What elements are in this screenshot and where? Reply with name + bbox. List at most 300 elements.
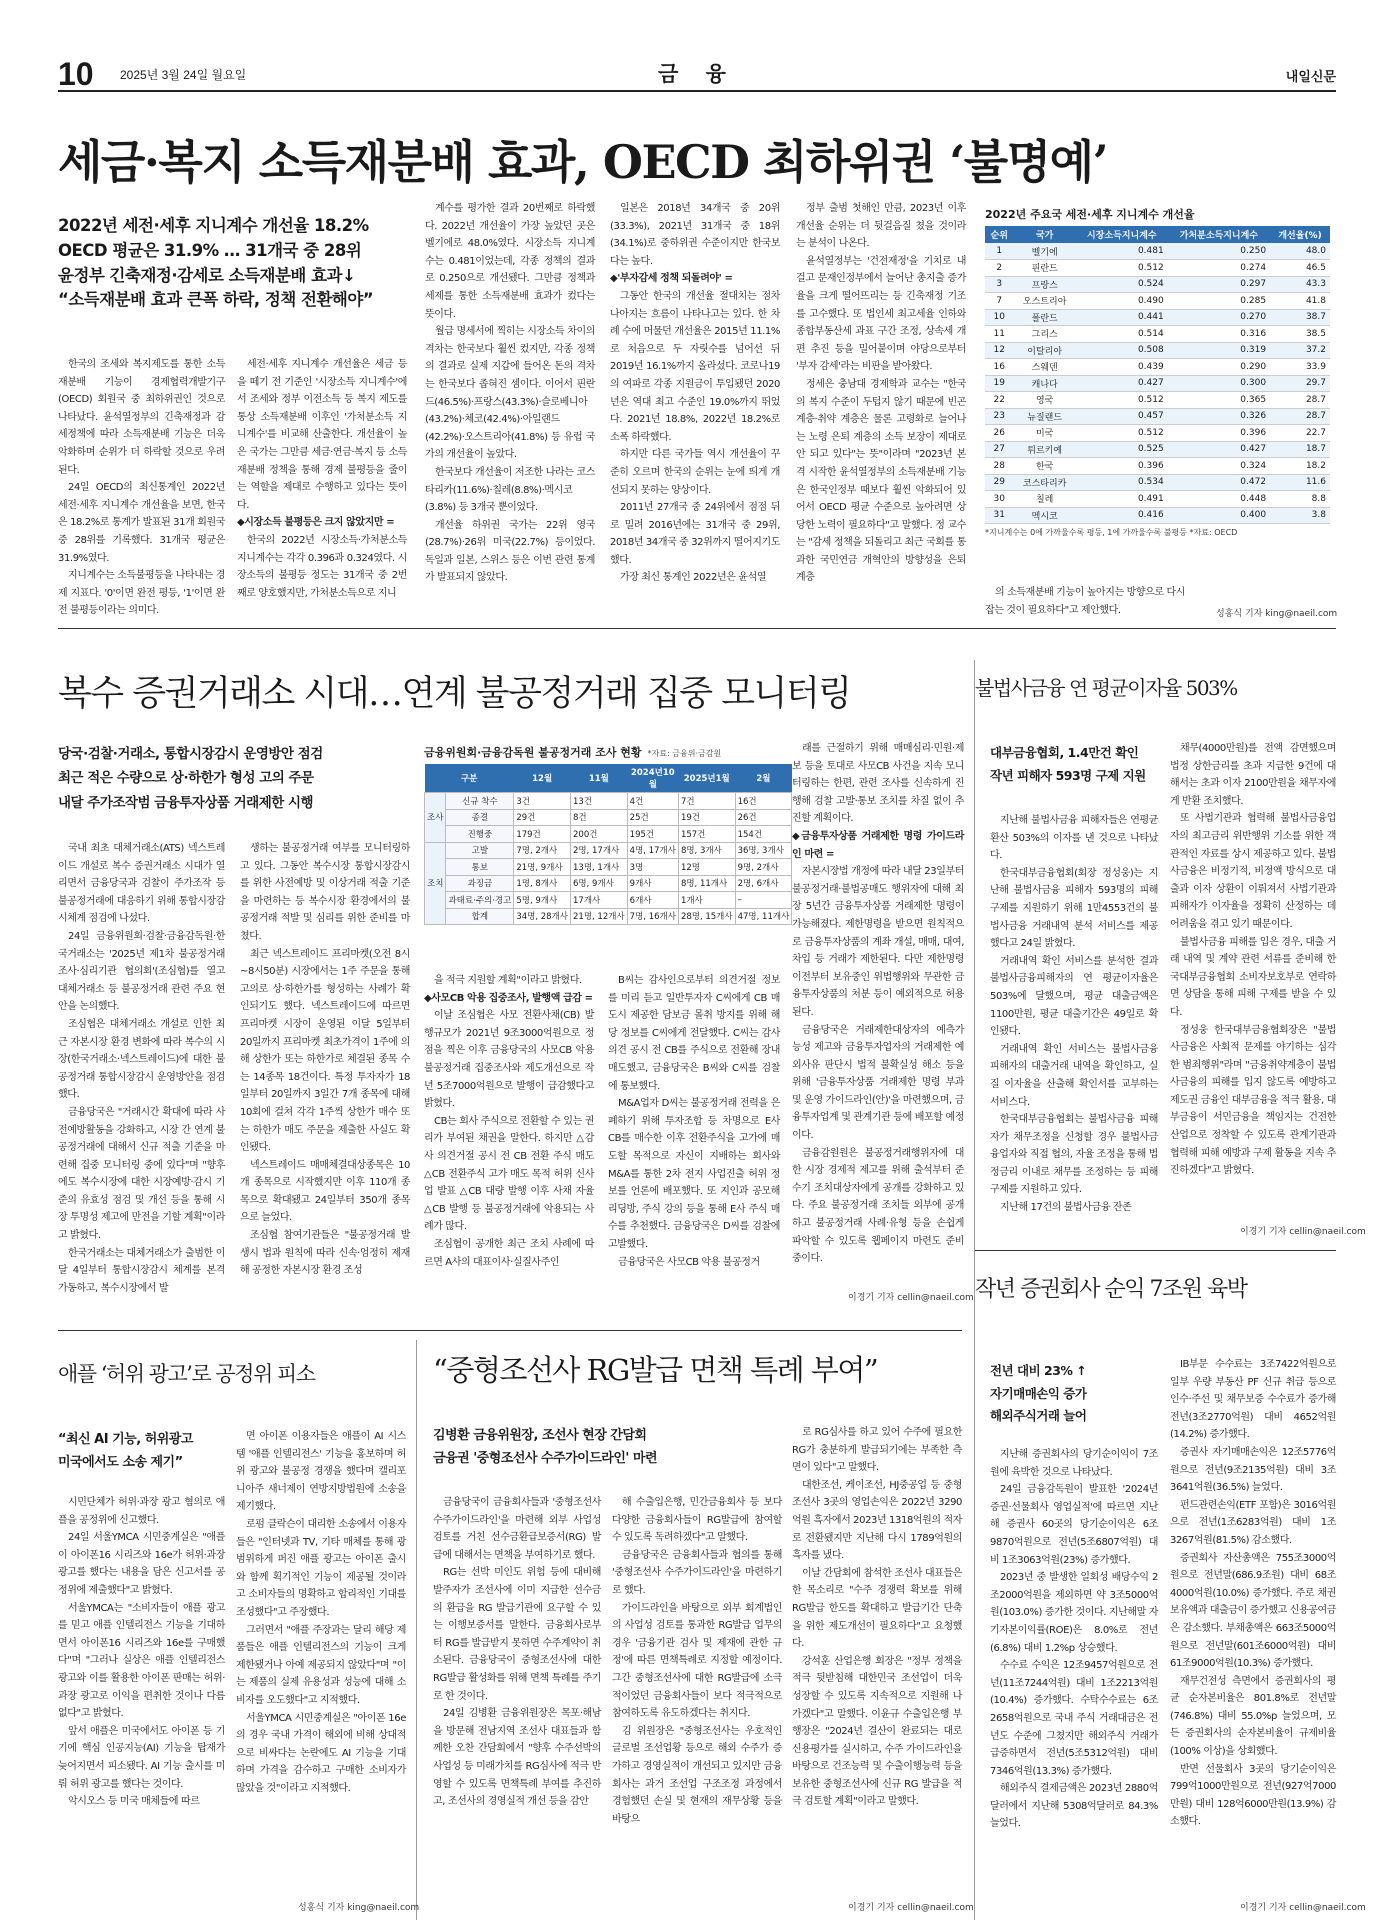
table-cell: 0.534: [1076, 474, 1168, 491]
paragraph: 24일 OECD의 최신통계인 2022년 세전·세후 지니계수 개선율을 보면, 한국은 18.2%로 통계가 발표된 31개 회원국 중 28위를 기록했다. 31개국 평균은 31.9%였다.: [58, 482, 225, 564]
subhead: 내달 주가조작범 금융투자상품 거래제한 시행: [58, 794, 314, 811]
table-row: [425, 892, 792, 909]
table-row: [985, 392, 1330, 409]
table-cell: 38.7: [1270, 309, 1330, 326]
table-cell: 195건: [627, 826, 678, 843]
article3-headline: 불법사금융 연 평균이자율 503%: [975, 676, 1237, 700]
paragraph: 서울YMCA 시민중계실은 "아이폰 16e의 경우 국내 가격이 해외에 비해 상대적으로 비싸다는 논란에도 AI 기능을 기대하며 가격을 감수하고 구매한 소비자가 많았을 것"이라고 지적했다.: [236, 1712, 406, 1794]
paragraph: 24일 서울YMCA 시민중계실은 "애플이 아이폰16 시리즈와 16e가 허위·과장 광고를 했다는 내용을 담은 신고서를 공정위에 제출했다"고 밝혔다.: [58, 1532, 225, 1596]
paragraph: 정성웅 한국대부금융협회장은 "불법사금융은 사회적 문제를 야기하는 심각한 범죄행위"라며 "금융취약계층이 불법사금융의 피해를 입지 않도록 예방하고 제도권 금융인 대부금융을 적극 활용, 대부금융이 서민금융을 책임지는 건전한 산업으로 정착할 수 있도록 관계기관과 협력해 피해 예방과 구제 활동을 지속 추진하겠다"고 밝혔다.: [1170, 1024, 1336, 1177]
column-header: 가처분소득지니계수: [1168, 226, 1270, 243]
article1-column-1: [58, 356, 225, 618]
paragraph: 그러면서 "애플 주장과는 달리 해당 제품들은 애플 인텔리전스의 기능이 크게 제한됐거나 아예 제공되지 않았다"며 "이는 제품의 실제 유용성과 성능에 대해 소비자를 오도했다"고 지적했다.: [236, 1624, 406, 1706]
subhead: 대부금융협회, 1.4만건 확인: [990, 745, 1139, 760]
table-cell: 벨기에: [1013, 243, 1076, 260]
probe-table-title: [424, 744, 780, 760]
page-number: 10: [58, 56, 94, 92]
table-row: [425, 908, 792, 925]
probe-table-body: [425, 793, 792, 925]
paragraph: 24일 김병환 금융위원장은 목포·해남을 방문해 전남지역 조선사 대표들과 함께한 오찬 간담회에서 "향후 수주선박의 사업성 등 미래가치를 RG심사에 적극 반영할 수 있도록 면책특례 부여를 추진하고, 조선사의 경영실적 개선 등을 감안: [433, 1708, 601, 1808]
divider: [58, 628, 1336, 629]
table-cell: 10: [985, 309, 1013, 326]
table-cell: 0.300: [1168, 375, 1270, 392]
table-cell: 27: [985, 441, 1013, 458]
paragraph: 앞서 애플은 미국에서도 아이폰 등 기기에 핵심 인공지능(AI) 기능을 탑재가 늦어지면서 피소됐다. AI 기능 출시를 미뤄 허위 광고를 했다는 것이다.: [58, 1725, 225, 1790]
divider: [58, 1330, 962, 1331]
article4-column-1: [990, 1446, 1158, 1902]
table-cell: 3건: [514, 793, 571, 810]
paragraph: 지난해 증권회사의 당기순이익이 7조원에 육박한 것으로 나타났다.: [990, 1449, 1158, 1478]
gini-table-note: *지니계수는 0에 가까울수록 평등, 1에 가까울수록 불평등 *자료: OECD: [985, 528, 1238, 537]
article2-subheads: [58, 742, 428, 815]
article4-subheads: [990, 1360, 1160, 1428]
subhead: 전년 대비 23% ↑: [990, 1363, 1087, 1378]
table-cell: 18.7: [1270, 441, 1330, 458]
table-cell: –: [735, 892, 792, 909]
table-cell: 7: [985, 293, 1013, 310]
table-row: [985, 507, 1330, 524]
table-cell: 22.7: [1270, 425, 1330, 442]
masthead: [58, 56, 1336, 92]
newspaper-name: 내일신문: [1285, 70, 1336, 85]
table-row-label: 종결: [446, 809, 514, 826]
table-cell: 1개사: [678, 892, 735, 909]
table-cell: 28.7: [1270, 408, 1330, 425]
paragraph: 24일 금융위원회·검찰·금융감독원·한국거래소는 '2025년 제1차 불공정거래 조사·심리기관 협의회'(조심협)를 열고 대체거래소 등 불공정거래 관련 주요 현안을 논의했다.: [58, 930, 225, 1013]
column-header: 시장소득지니계수: [1076, 226, 1168, 243]
table-cell: 폴란드: [1013, 309, 1076, 326]
article3-column-2: [1170, 740, 1336, 1222]
paragraph: 세전·세후 지니계수 개선율은 세금 등을 떼기 전 기준인 '시장소득 지니계수'에서 조세와 정부 이전소득 등 복지 제도를 통상 소득재분배 이후인 '가처분소득 지니계수'를 비교해 산출한다. 개선율이 높은 국가는 그만큼 세금·연금·복지 등 소득 재분배 정책을 통해 경제 불평등을 줄이는 역할을 제대로 수행하고 있다는 뜻이다.: [237, 359, 407, 511]
paragraph: 2011년 27개국 중 24위에서 점점 뒤로 밀려 2016년에는 31개국 중 29위, 2018년 34개국 중 32위까지 떨어지기도 했다.: [610, 502, 780, 566]
table-cell: 3: [985, 276, 1013, 293]
table-cell: 0.285: [1168, 293, 1270, 310]
paragraph: 조심협이 공개한 최근 조치 사례에 따르면 A사의 대표이사·실질사주인: [424, 1238, 594, 1268]
paragraph: 서울YMCA는 "소비자들이 애플 광고를 믿고 애플 인텔리전스 기능을 기대하면서 아이폰16 시리즈와 16e를 구매했다"며 "그러나 실상은 애플 인텔리전스 광고와 이를 활용한 아이폰 판매는 허위·과장 광고로 이익을 편취한 것이나 다름없다"고 밝혔다.: [58, 1602, 225, 1720]
table-cell: 21명, 12개사: [571, 908, 628, 925]
table-cell: 0.427: [1168, 441, 1270, 458]
table-cell: 0.396: [1076, 458, 1168, 475]
table-cell: 157건: [678, 826, 735, 843]
paragraph: 악시오스 등 미국 매체들에 따르: [68, 1796, 200, 1808]
table-cell: 0.396: [1168, 425, 1270, 442]
table-cell: 0.416: [1076, 507, 1168, 524]
subhead: 최근 적은 수량으로 상·하한가 형성 고의 주문: [58, 770, 314, 787]
column-header: 구분: [425, 764, 514, 793]
paragraph: 하지만 다른 국가들 역시 개선율이 꾸준히 오르며 한국의 순위는 눈에 띄게 개선되지 못하는 양상이다.: [610, 449, 780, 496]
subhead: 자기매매손익 증가: [990, 1385, 1087, 1401]
subhead: “최신 AI 기능, 허위광고: [58, 1432, 193, 1447]
table-cell: 8.8: [1270, 491, 1330, 508]
probe-table-source: *자료: 금융위·금감원: [647, 749, 722, 758]
paragraph: 래를 근절하기 위해 매매심리·민원·제보 등을 토대로 사모CB 사건을 지속 모니터링하는 한편, 관련 조사를 신속하게 진행해 검찰 고발·통보 조치를 차질 없이 추진할 계획이다.: [792, 743, 964, 825]
paragraph: 한국대부금융협회(회장 정성웅)는 지난해 불법사금융 피해자 593명의 피해 구제를 지원하기 위해 1만4553건의 불법사금융 거래내역 분석 서비스를 제공했다고 24일 밝혔다.: [990, 867, 1158, 950]
table-cell: 13건: [571, 793, 628, 810]
table-cell: 19: [985, 375, 1013, 392]
paragraph: 최근 넥스트레이드 프리마켓(오전 8시~8시50분) 시장에서는 1주 주문을 통해 고의로 상·하한가를 형성하는 사례가 확인되기도 했다. 넥스트레이드에 따르면 프리마켓 시장이 운영된 이달 5일부터 20일까지 프리마켓 최초가격이 1주에 의해 상한가 또는 하한가로 체결된 종목 수는 14종목 18건이다. 특정 투자자가 18일부터 20일까지 3일간 7개 종목에 대해 10회에 걸쳐 각각 1주씩 상한가 매수 또는 하한가 매도 주문을 제출한 사실도 확인됐다.: [240, 948, 410, 1154]
table-cell: 23: [985, 408, 1013, 425]
table-cell: 0.316: [1168, 326, 1270, 343]
table-row: [985, 326, 1330, 343]
table-cell: 1: [985, 243, 1013, 260]
paragraph: 펀드관련손익(ETF 포함)은 3016억원으로 전년(1조6283억원) 대비 1조3267억원(81.5%) 감소했다.: [1170, 1499, 1336, 1546]
gini-table-box: [985, 206, 1330, 576]
table-cell: 8건: [571, 809, 628, 826]
table-row-label: 과징금: [446, 875, 514, 892]
paragraph: 강석훈 산업은행 회장은 "정부 정책을 적극 뒷받침해 대한민국 조선업이 더욱 성장할 수 있도록 지속적으로 지원해 나가겠다"고 말했다. 이윤규 수출입은행 부행장은 "2024년 결산이 완료되는 대로 신용평가를 실시하고, 수주 가이드라인을 바탕으로 건조능력 및 수출이행능력 등을 보유한 중형조선사에 신규 RG 발급을 적극 검토할 계획"이라고 말했다.: [792, 1655, 962, 1808]
column-header: 12월: [514, 764, 571, 793]
article5-headline: 애플 ‘허위 광고’로 공정위 피소: [58, 1362, 315, 1386]
article2-column-2: [240, 840, 410, 1288]
table-cell: 뉴질랜드: [1013, 408, 1076, 425]
probe-table-box: [424, 744, 790, 954]
paragraph: 이날 간담회에 참석한 조선사 대표들은 한 목소리로 "수주 경쟁력 확보를 위해 RG발급 한도를 확대하고 발급기간 단축을 위한 제도개선이 필요하다"고 요청했다.: [792, 1567, 962, 1650]
table-row: [425, 793, 792, 810]
table-cell: 3명: [627, 859, 678, 876]
article5-byline: 성홍식 기자 king@naeil.com: [298, 1903, 420, 1913]
paragraph: M&A업자 D씨는 불공정거래 전력을 은폐하기 위해 투자조합 등 차명으로 E사 CB를 매수한 이후 전환주식을 고가에 매도할 목적으로 자신이 지배하는 회사와 M&A를 통한 2차 전지 사업진출 허위 정보를 언론에 배포했다. 또 지인과 공모해 리딩방, 주식 강의 등을 통해 E사 주식 매수를 추천했다. 금융당국은 D씨를 검찰에 고발했다.: [608, 1098, 780, 1250]
table-cell: 0.512: [1076, 425, 1168, 442]
table-cell: 12: [985, 342, 1013, 359]
table-row: [425, 842, 792, 859]
table-cell: 21명, 9개사: [514, 859, 571, 876]
table-cell: 0.270: [1168, 309, 1270, 326]
table-row: [985, 293, 1330, 310]
paragraph: 금융당국이 금융회사들과 '중형조선사 수주가이드라인'을 마련해 외부 사업성 검토를 거친 선수금환급보증서(RG) 발급에 대해서는 면책을 부여하기로 했다.: [433, 1497, 601, 1561]
table-cell: 7명, 16개사: [627, 908, 678, 925]
subhead: 미국에서도 소송 제기”: [58, 1455, 183, 1471]
paragraph: 금융당국은 "거래시간 확대에 따라 사전예방활동을 강화하고, 시장 간 연계 불공정거래에 대해서 신규 적출 기준을 마련해 집중 모니터링 중에 있다"며 "향후에도 복수시장에 대한 시장예방·감시 기준의 유효성 점검 및 개선 등을 통해 시장 투명성 제고에 만전을 기할 계획"이라고 밝혔다.: [58, 1106, 225, 1242]
article2-column-3: [424, 972, 594, 1288]
section-subhead: ◆시장소득 불평등은 크지 않았지만 =: [237, 517, 395, 529]
column-header: 11월: [571, 764, 628, 793]
paragraph: RG는 선박 미인도 위험 등에 대비해 발주자가 조선사에 이미 지급한 선수금의 환급을 RG 발급기관에 요구할 수 있는 이행보증서를 말한다. 금융회사로부터 RG를 발급받지 못하면 수주계약이 취소된다. 금융당국이 중형조선사에 대한 RG발급 활성화를 위해 면책 특례를 주기로 한 것이다.: [433, 1567, 601, 1702]
article2-headline: 복수 증권거래소 시대…연계 불공정거래 집중 모니터링: [58, 674, 851, 714]
table-cell: 6개사: [627, 892, 678, 909]
table-cell: 스웨덴: [1013, 359, 1076, 376]
table-cell: 칠레: [1013, 491, 1076, 508]
article2-column-1: [58, 840, 225, 1294]
paragraph: 윤석열정부는 '건전재정'을 기치로 내걸고 문재인정부에서 늘어난 총지출 증가율을 크게 떨어뜨리는 등 긴축재정 기조를 고수했다. 또 법인세 최고세율 인하와 종합부동산세 과표 구간 조정, 상속세 개편 추진 등을 밀어붙이며 야당으로부터 '부자 감세'라는 비판을 받아왔다.: [796, 255, 966, 373]
paragraph: 한국거래소는 대체거래소가 출범한 이달 4일부터 통합시장감시 체계를 본격 가동하고, 복수시장에서 발: [58, 1247, 225, 1294]
table-cell: 이탈리아: [1013, 342, 1076, 359]
table-group-label: 조치: [425, 842, 446, 925]
table-cell: 0.319: [1168, 342, 1270, 359]
paragraph: 증권회사 자산총액은 755조3000억원으로 전년말(686.9조원) 대비 68조4000억원(10.0%) 증가했다. 주로 채권 보유액과 대출금이 증가했고 신용공여금은 감소했다. 부채총액은 663조5000억원으로 전년말(601조6000억원) 대비 61조9000억원(10.3%) 증가했다.: [1170, 1552, 1336, 1670]
table-row-label: 진행중: [446, 826, 514, 843]
article3-subheads: [990, 742, 1170, 787]
table-cell: 1명, 8개사: [514, 875, 571, 892]
article1-tail: [985, 584, 1185, 620]
table-cell: 프랑스: [1013, 276, 1076, 293]
paragraph: 반면 선물회사 3곳의 당기순이익은 799억1000만원으로 전년(927억7000만원) 대비 128억6000만원(13.9%) 감소했다.: [1170, 1763, 1336, 1828]
paragraph: 가장 최신 통계인 2022년은 윤석열: [620, 572, 767, 584]
table-row: [985, 441, 1330, 458]
table-cell: 0.512: [1076, 260, 1168, 277]
table-cell: 5명, 9개사: [514, 892, 571, 909]
article4-column-2: [1170, 1356, 1336, 1896]
article3-column-1: [990, 812, 1158, 1232]
article5-column-2: [236, 1428, 406, 1894]
article1-column-5: [796, 200, 966, 618]
paragraph: 일본은 2018년 34개국 중 20위(33.3%), 2021년 31개국 중 18위(34.1%)로 중하위권 수준이지만 한국보다는 높다.: [610, 203, 780, 267]
table-cell: 0.250: [1168, 243, 1270, 260]
table-cell: 38.5: [1270, 326, 1330, 343]
table-cell: 2: [985, 260, 1013, 277]
paragraph: 의 소득재분배 기능이 높아지는 방향으로 다시 잡는 것이 필요하다"고 제안했다.: [985, 587, 1185, 616]
table-cell: 0.297: [1168, 276, 1270, 293]
table-cell: 17개사: [571, 892, 628, 909]
table-cell: 0.457: [1076, 408, 1168, 425]
table-row-label: 고발: [446, 842, 514, 859]
table-cell: 튀르키예: [1013, 441, 1076, 458]
table-cell: 18.2: [1270, 458, 1330, 475]
article5-subheads: [58, 1428, 228, 1475]
table-cell: 36명, 3개사: [735, 842, 792, 859]
table-row: [985, 474, 1330, 491]
paragraph: 금융당국은 거래제한대상자의 예측가능성 제고와 금융투자업자의 거래제한 예외사유 판단시 법적 불확실성 해소 등을 위해 '금융투자상품 거래제한 명령 부과 및 운영 가이드라인(안)'을 마련했으며, 금융투자업계 및 관계기관 등에 배포할 예정이다.: [792, 1024, 964, 1142]
subhead: 김병환 금융위원장, 조선사 현장 간담회: [433, 1428, 647, 1443]
table-cell: 0.365: [1168, 392, 1270, 409]
subhead: 금융권 '중형조선사 수주가이드라인' 마련: [433, 1451, 658, 1467]
probe-table-title-text: 금융위원회·금융감독원 불공정거래 조사 현황: [424, 746, 642, 759]
paragraph: 금융당국은 금융회사들과 협의를 통해 '중형조선사 수주가이드라인'을 마련하기로 했다.: [612, 1549, 782, 1596]
table-row-label: 과태료·주의·경고: [446, 892, 514, 909]
table-cell: 12명: [678, 859, 735, 876]
probe-table: [424, 764, 792, 925]
paragraph: 그동안 한국의 개선율 절대치는 점차 나아지는 흐름이 나타나고는 있다. 한 차례 수에 머물던 개선율은 2015년 11.1%로 처음으로 두 자릿수를 넘어선 뒤 2019년 16.1%까지 올라섰다. 코로나19의 여파로 각종 지원금이 투입됐던 2020년은 역대 최고 수준인 19.0%까지 뛰었다. 2021년 18.8%, 2022년 18.2%로 소폭 하락했다.: [610, 290, 780, 443]
paragraph: 금융감원원은 불공정거래행위자에 대한 시장 경제적 제고를 위해 출석부터 준수기 조치대상자에게 공개를 강화하고 있다. 주요 불공정거래 조치들 외부에 공개하고 불공정거래 사례·유형 등을 손쉽게 파악할 수 있도록 웹페이지 마련도 준비 중이다.: [792, 1147, 964, 1265]
table-cell: 0.508: [1076, 342, 1168, 359]
table-cell: 16: [985, 359, 1013, 376]
gini-table-body: [985, 243, 1330, 524]
article2-column-5: [792, 740, 964, 1288]
table-cell: 9개사: [627, 875, 678, 892]
table-cell: 31: [985, 507, 1013, 524]
paragraph: 재무건전성 측면에서 증권회사의 평균 순자본비율은 801.8%로 전년말(746.8%) 대비 55.0%p 늘었으며, 모든 증권회사의 순자본비율이 규제비율(100% 이상)을 상회했다.: [1170, 1675, 1336, 1758]
table-row: [425, 826, 792, 843]
paragraph: 생하는 불공정거래 여부를 모니터링하고 있다. 그동안 복수시장 통합시장감시를 위한 사전예방 및 이상거래 적출 기준을 마련하는 등 복수시장 환경에서의 불공정거래 적발 및 심리를 위한 준비를 마쳤다.: [240, 843, 410, 942]
table-cell: 26건: [735, 809, 792, 826]
table-row: [985, 243, 1330, 260]
paragraph: 면 아이폰 이용자들은 애플이 AI 시스템 '애플 인텔리전스' 기능을 홍보하며 허위 광고와 불공정 경쟁을 했다며 캘리포니아주 새너제이 연방지방법원에 소송을 제기했다.: [236, 1431, 406, 1513]
table-row: [425, 859, 792, 876]
table-cell: 179건: [514, 826, 571, 843]
article6-byline: 이경기 기자 cellin@naeil.com: [848, 1903, 974, 1913]
table-cell: 핀란드: [1013, 260, 1076, 277]
table-row: [985, 309, 1330, 326]
paragraph: 한국의 2022년 시장소득·가처분소득 지니계수는 각각 0.396과 0.324였다. 시장소득의 불평등 정도는 31개국 중 2번째로 양호했지만, 가처분소득으로 지니: [237, 534, 407, 599]
gini-table-title: 2022년 주요국 세전·세후 지니계수 개선율: [985, 208, 1195, 221]
paragraph: 개선율 하위권 국가는 22위 영국(28.7%)·26위 미국(22.7%) 등이었다. 독일과 일본, 스위스 등은 이번 관련 통계가 발표되지 않았다.: [425, 519, 595, 584]
table-cell: 0.524: [1076, 276, 1168, 293]
column-header: 개선율(%): [1270, 226, 1330, 243]
table-cell: 28: [985, 458, 1013, 475]
article4-byline: 이경기 기자 cellin@naeil.com: [1240, 1903, 1366, 1913]
table-cell: 0.448: [1168, 491, 1270, 508]
article5-column-1: [58, 1494, 225, 1902]
table-cell: 8명, 11개사: [678, 875, 735, 892]
paragraph: 한국의 조세와 복지제도를 통한 소득재분배 기능이 경제협력개발기구(OECD) 회원국 중 최하위권인 것으로 나타났다. 윤석열정부의 긴축재정과 감세정책에 따라 소득재분배 기능은 더욱 악화하며 순위가 더 하락할 것으로 우려된다.: [58, 359, 225, 476]
paragraph: 이날 조심협은 사모 전환사채(CB) 발행규모가 2021년 9조3000억원으로 정점을 찍은 이후 금융당국의 사모CB 악용 불공정거래 집중조사와 제도개선으로 작년 5조7000억원으로 발행이 급감했다고 밝혔다.: [424, 1010, 594, 1110]
table-cell: 47명, 11개사: [735, 908, 792, 925]
paragraph: 조심협 참여기관들은 "불공정거래 발생시 법과 원칙에 따라 신속·엄정히 제재해 공정한 자본시장 환경 조성: [240, 1230, 410, 1277]
table-cell: 멕시코: [1013, 507, 1076, 524]
table-cell: 25건: [627, 809, 678, 826]
table-cell: 0.441: [1076, 309, 1168, 326]
article2-byline: 이경기 기자 cellin@naeil.com: [848, 1293, 974, 1303]
paragraph: 불법사금융 피해를 입은 경우, 대출 거래 내역 및 계약 관련 서류를 준비해 한국대부금융협회 소비자보호부로 연락하면 상담을 통해 피해 구제를 받을 수 있다.: [1170, 936, 1336, 1018]
table-cell: 0.525: [1076, 441, 1168, 458]
table-row: [985, 425, 1330, 442]
table-cell: 7건: [678, 793, 735, 810]
table-cell: 9명, 2개사: [735, 859, 792, 876]
table-cell: 37.2: [1270, 342, 1330, 359]
paragraph: 지난해 불법사금융 피해자들은 연평균 환산 503%의 이자를 낸 것으로 나타났다.: [990, 815, 1158, 862]
paragraph: 수수료 수익은 12조9457억원으로 전년(11조7244억원) 대비 1조2213억원(10.4%) 증가했다. 수탁수수료는 6조2658억원으로 국내 주식 거래대금은 전년도 수준에 그쳤지만 해외주식 거래가 급증하면서 전년(5조5312억원) 대비 7346억원(13.3%) 증가했다.: [990, 1660, 1158, 1777]
table-row: [985, 491, 1330, 508]
table-cell: 7명, 2개사: [514, 842, 571, 859]
table-cell: 0.514: [1076, 326, 1168, 343]
subhead: 윤정부 긴축재정·감세로 소득재분배 효과↓: [58, 265, 356, 285]
column-header: 2월: [735, 764, 792, 793]
table-cell: 0.290: [1168, 359, 1270, 376]
column-header: 2025년1월: [678, 764, 735, 793]
table-cell: 0.491: [1076, 491, 1168, 508]
table-cell: 오스트리아: [1013, 293, 1076, 310]
paragraph: 넥스트레이드 매매체결대상종목은 10개 종목으로 시작했지만 이후 110개 종목으로 확대됐고 24일부터 350개 종목으로 늘었다.: [240, 1159, 410, 1224]
article3-byline: 이경기 기자 cellin@naeil.com: [1240, 1227, 1366, 1237]
paragraph: 채무(4000만원)를 전액 감면했으며 법정 상한금리를 초과 지급한 9건에 대해서는 초과 이자 2100만원을 채무자에게 반환 조치했다.: [1170, 743, 1336, 807]
table-cell: 11.6: [1270, 474, 1330, 491]
table-cell: 0.512: [1076, 392, 1168, 409]
table-cell: 0.326: [1168, 408, 1270, 425]
table-cell: 3.8: [1270, 507, 1330, 524]
paragraph: 금융당국은 사모CB 악용 불공정거: [618, 1256, 760, 1268]
table-cell: 미국: [1013, 425, 1076, 442]
table-cell: 46.5: [1270, 260, 1330, 277]
table-header-row: [425, 764, 792, 793]
paragraph: 한국보다 개선율이 저조한 나라는 코스타리카(11.6%)·칠레(8.8%)·멕시코(3.8%) 등 3개국 뿐이었다.: [425, 466, 595, 514]
table-header-row: [985, 226, 1330, 243]
article1-column-2: [237, 356, 407, 618]
table-cell: 2명, 17개사: [571, 842, 628, 859]
table-cell: 11: [985, 326, 1013, 343]
paragraph: 24일 금융감독원이 발표한 '2024년 증권·선물회사 영업실적'에 따르면 지난해 증권사 60곳의 당기순이익은 6조9870억원으로 전년(5조6807억원) 대비 1조3063억원(23%) 증가했다.: [990, 1484, 1158, 1566]
subhead: 작년 피해자 593명 구제 지원: [990, 767, 1146, 783]
article6-subheads: [433, 1424, 793, 1471]
section-subhead: ◆'부자감세 정책 되돌려야' =: [610, 273, 733, 285]
table-cell: 한국: [1013, 458, 1076, 475]
article1-headline: 세금·복지 소득재분배 효과, OECD 최하위권 ‘불명예’: [58, 135, 1108, 189]
paragraph: 조심협은 대체거래소 개설로 인한 최근 자본시장 환경 변화에 따라 복수의 시장(한국거래소·넥스트레이드)에 대한 불공정거래 통합시장감시 운영방안을 점검했다.: [58, 1018, 225, 1101]
paragraph: 2023년 중 발생한 일회성 배당수익 2조2000억원을 제외하면 약 3조5000억원(103.0%) 증가한 것이다. 지난해말 자기자본이익률(ROE)은 8.0%로 전년(6.8%) 대비 1.2%p 상승했다.: [990, 1572, 1158, 1654]
article6-column-1: [433, 1494, 601, 1902]
table-row: [425, 809, 792, 826]
paragraph: 로 RG심사를 하고 있어 수주에 필요한 RG가 충분하게 발급되기에는 부족한 측면이 있다"고 말했다.: [792, 1427, 962, 1474]
table-cell: 2명, 6개사: [735, 875, 792, 892]
gini-table: [985, 226, 1330, 524]
table-cell: 0.439: [1076, 359, 1168, 376]
paragraph: 해 수출입은행, 민간금융회사 등 보다 다양한 금융회사들이 RG발급에 참여할 수 있도록 독려하겠다"고 말했다.: [612, 1497, 782, 1544]
issue-date: 2025년 3월 24일 월요일: [120, 68, 247, 82]
table-cell: 0.481: [1076, 243, 1168, 260]
table-cell: 28명, 15개사: [678, 908, 735, 925]
paragraph: CB는 회사 주식으로 전환할 수 있는 권리가 부여된 채권을 말한다. 하지만 △감사 의견거절 공시 전 CB 전환 주식 매도 △CB 전환주식 고가 매도 목적 허위 신사업 발표 △CB 대량 발행 이후 사채 자율 △CB 발행 등 불공정거래에 악용되는 사례가 많다.: [424, 1115, 594, 1233]
table-cell: 43.3: [1270, 276, 1330, 293]
table-row-label: 신규 착수: [446, 793, 514, 810]
subhead: “소득재분배 효과 큰폭 하락, 정책 전환해야”: [58, 290, 374, 310]
divider: [416, 1340, 417, 1920]
table-row: [985, 276, 1330, 293]
table-row-label: 통보: [446, 859, 514, 876]
paragraph: 가이드라인을 바탕으로 외부 회계법인의 사업성 검토를 통과한 RG발급 업무의 경우 '금융기관 검사 및 제재에 관한 규정'에 따른 면책특례로 지정할 예정이다. 그간 중형조선사에 대한 RG발급에 소극적이었던 금융회사들이 보다 적극적으로 참여하도록 유도하겠다는 취지다.: [612, 1602, 782, 1720]
paragraph: 국내 최초 대체거래소(ATS) 넥스트레이드 개설로 복수 증권거래소 시대가 열리면서 금융당국과 검찰이 주가조작 등 불공정거래에 대응하기 위해 통합시장감시체계 점검에 나섰다.: [58, 843, 225, 925]
divider: [975, 1250, 1336, 1251]
table-cell: 그리스: [1013, 326, 1076, 343]
table-cell: 8명, 3개사: [678, 842, 735, 859]
paragraph: 지난해 17건의 불법사금융 잔존: [1000, 1202, 1132, 1214]
paragraph: IB부문 수수료는 3조7422억원으로 일부 우량 부동산 PF 신규 취급 등으로 인수·주선 및 채무보증 수수료가 증가해 전년(3조2770억원) 대비 4652억원(14.2%) 증가했다.: [1170, 1359, 1336, 1441]
article4-headline: 작년 증권회사 순익 7조원 육박: [975, 1277, 1247, 1302]
paragraph: 또 사법기관과 협력해 불법사금융업자의 최고금리 위반행위 기소를 위한 객관적인 자료를 상시 제공하고 있다. 불법사금융은 비정기적, 비정액 방식으로 대출과 이자 상환이 이뤄져서 사법기관과 피해자가 이자율을 정확히 산정하는 데 어려움을 겪고 있기 때문이다.: [1170, 813, 1336, 930]
table-cell: 29: [985, 474, 1013, 491]
paragraph: 지니계수는 소득불평등을 나타내는 경제 지표다. '0'이면 완전 평등, '1'이면 완전 불평등이라는 의미다.: [58, 570, 225, 617]
table-cell: 코스타리카: [1013, 474, 1076, 491]
table-cell: 4건: [627, 793, 678, 810]
column-header: 국가: [1013, 226, 1076, 243]
subhead: OECD 평균은 31.9% … 31개국 중 28위: [58, 240, 362, 260]
paragraph: 거래내역 확인 서비스를 분석한 결과 불법사금융피해자의 연 평균이자율은 503%에 달했으며, 평균 대출금액은 1100만원, 평균 대출기간은 49일로 확인됐다.: [990, 955, 1158, 1038]
paragraph: 로펌 클락슨이 대리한 소송에서 이용자들은 "인터넷과 TV, 기타 매체를 통해 광범위하게 퍼진 애플 광고는 아이폰 출시와 함께 획기적인 기능이 제공될 것이라고 소비자들의 명확하고 합리적인 기대를 조성했다"고 주장했다.: [236, 1518, 406, 1618]
paragraph: 시민단체가 허위·과장 광고 혐의로 애플을 공정위에 신고했다.: [58, 1497, 225, 1526]
table-cell: 13명, 1개사: [571, 859, 628, 876]
paragraph: B씨는 감사인으로부터 의견거절 정보를 미리 듣고 일반투자자 C씨에게 CB 매도시 제공한 담보금 몰취 방지를 위해 해당 정보를 C씨에게 전달했다. C씨는 감사의견 공시 전 CB를 주식으로 전환해 장내 매도했고, 금융당국은 B씨와 C씨를 검찰에 통보했다.: [608, 975, 780, 1092]
table-row: [985, 408, 1330, 425]
table-cell: 0.472: [1168, 474, 1270, 491]
article6-column-3: [792, 1424, 962, 1894]
table-row: [985, 359, 1330, 376]
table-row: [985, 342, 1330, 359]
section-subhead: ◆금융투자상품 거래제한 명령 가이드라인 마련 =: [792, 830, 964, 860]
article1-byline: 성홍식 기자 king@naeil.com: [1216, 609, 1338, 619]
article2-column-4: [608, 972, 780, 1288]
table-cell: 0.400: [1168, 507, 1270, 524]
paragraph: 증권사 자기매매손익은 12조5776억원으로 전년(9조2135억원) 대비 3조3641억원(36.5%) 늘었다.: [1170, 1446, 1336, 1494]
table-row: [985, 458, 1330, 475]
subhead: 당국·검찰·거래소, 통합시장감시 운영방안 점검: [58, 746, 323, 762]
subhead: 2022년 세전·세후 지니계수 개선율 18.2%: [58, 216, 369, 235]
table-cell: 34명, 28개사: [514, 908, 571, 925]
table-cell: 200건: [571, 826, 628, 843]
table-cell: 30: [985, 491, 1013, 508]
table-cell: 영국: [1013, 392, 1076, 409]
table-cell: 29.7: [1270, 375, 1330, 392]
paragraph: 자본시장법 개정에 따라 내달 23일부터 불공정거래·불법공매도 행위자에 대해 최장 5년간 금융투자상품 거래제한 명령이 가능해졌다. 제한명령을 받으면 원칙적으로 금융투자상품의 계좌 개설, 매매, 대여, 차입 등 거래가 제한된다. 다만 제한명령 이전부터 보유중인 위법행위와 무관한 금융투자상품의 처분 등이 예외적으로 허용된다.: [792, 866, 964, 1018]
paragraph: 정부 출범 첫해인 만큼, 2023년 이후 개선율 순위는 더 뒷걸음질 쳤을 것이라는 분석이 나온다.: [796, 203, 966, 250]
table-row: [985, 375, 1330, 392]
paragraph: 대한조선, 케이조선, HJ중공업 등 중형조선사 3곳의 영업손익은 2022년 3290억원 흑자에서 2023년 1318억원의 적자로 전환됐지만 지난해 다시 1789억원의 흑자를 냈다.: [792, 1479, 962, 1562]
article1-subheads: [58, 214, 398, 313]
table-cell: 33.9: [1270, 359, 1330, 376]
table-cell: 캐나다: [1013, 375, 1076, 392]
table-cell: 41.8: [1270, 293, 1330, 310]
table-cell: 16건: [735, 793, 792, 810]
paragraph: 계수를 평가한 결과 20번째로 하락했다. 2022년 개선율이 가장 높았던 곳은 벨기에로 48.0%였다. 시장소득 지니계수는 0.481이었는데, 각종 정책의 결과로 0.250으로 개선됐다. 그만큼 정책과 세제를 통한 소득재분배 효과가 컸다는 뜻이다.: [425, 203, 595, 320]
table-cell: 48.0: [1270, 243, 1330, 260]
paragraph: 정세은 충남대 경제학과 교수는 "한국의 복지 수준이 두텁지 않기 때문에 빈곤 계층·취약 계층은 물론 고령화로 늘어나는 노령 은퇴 계층의 소득 보장이 제대로 안 되고 있다"는 뜻"이라며 "2023년 본격 시작한 윤석열정부의 소득재분배 기능은 한국인정부 때보다 훨씬 악화되어 있어서 OECD 평균 수준으로 높아려면 상당한 노력이 필요하다"고 말했다. 정 교수는 "감세 정책을 되돌리고 최근 국회를 통과한 국민연금 개혁안의 방향성을 은퇴 계층: [796, 378, 966, 584]
table-cell: 26: [985, 425, 1013, 442]
